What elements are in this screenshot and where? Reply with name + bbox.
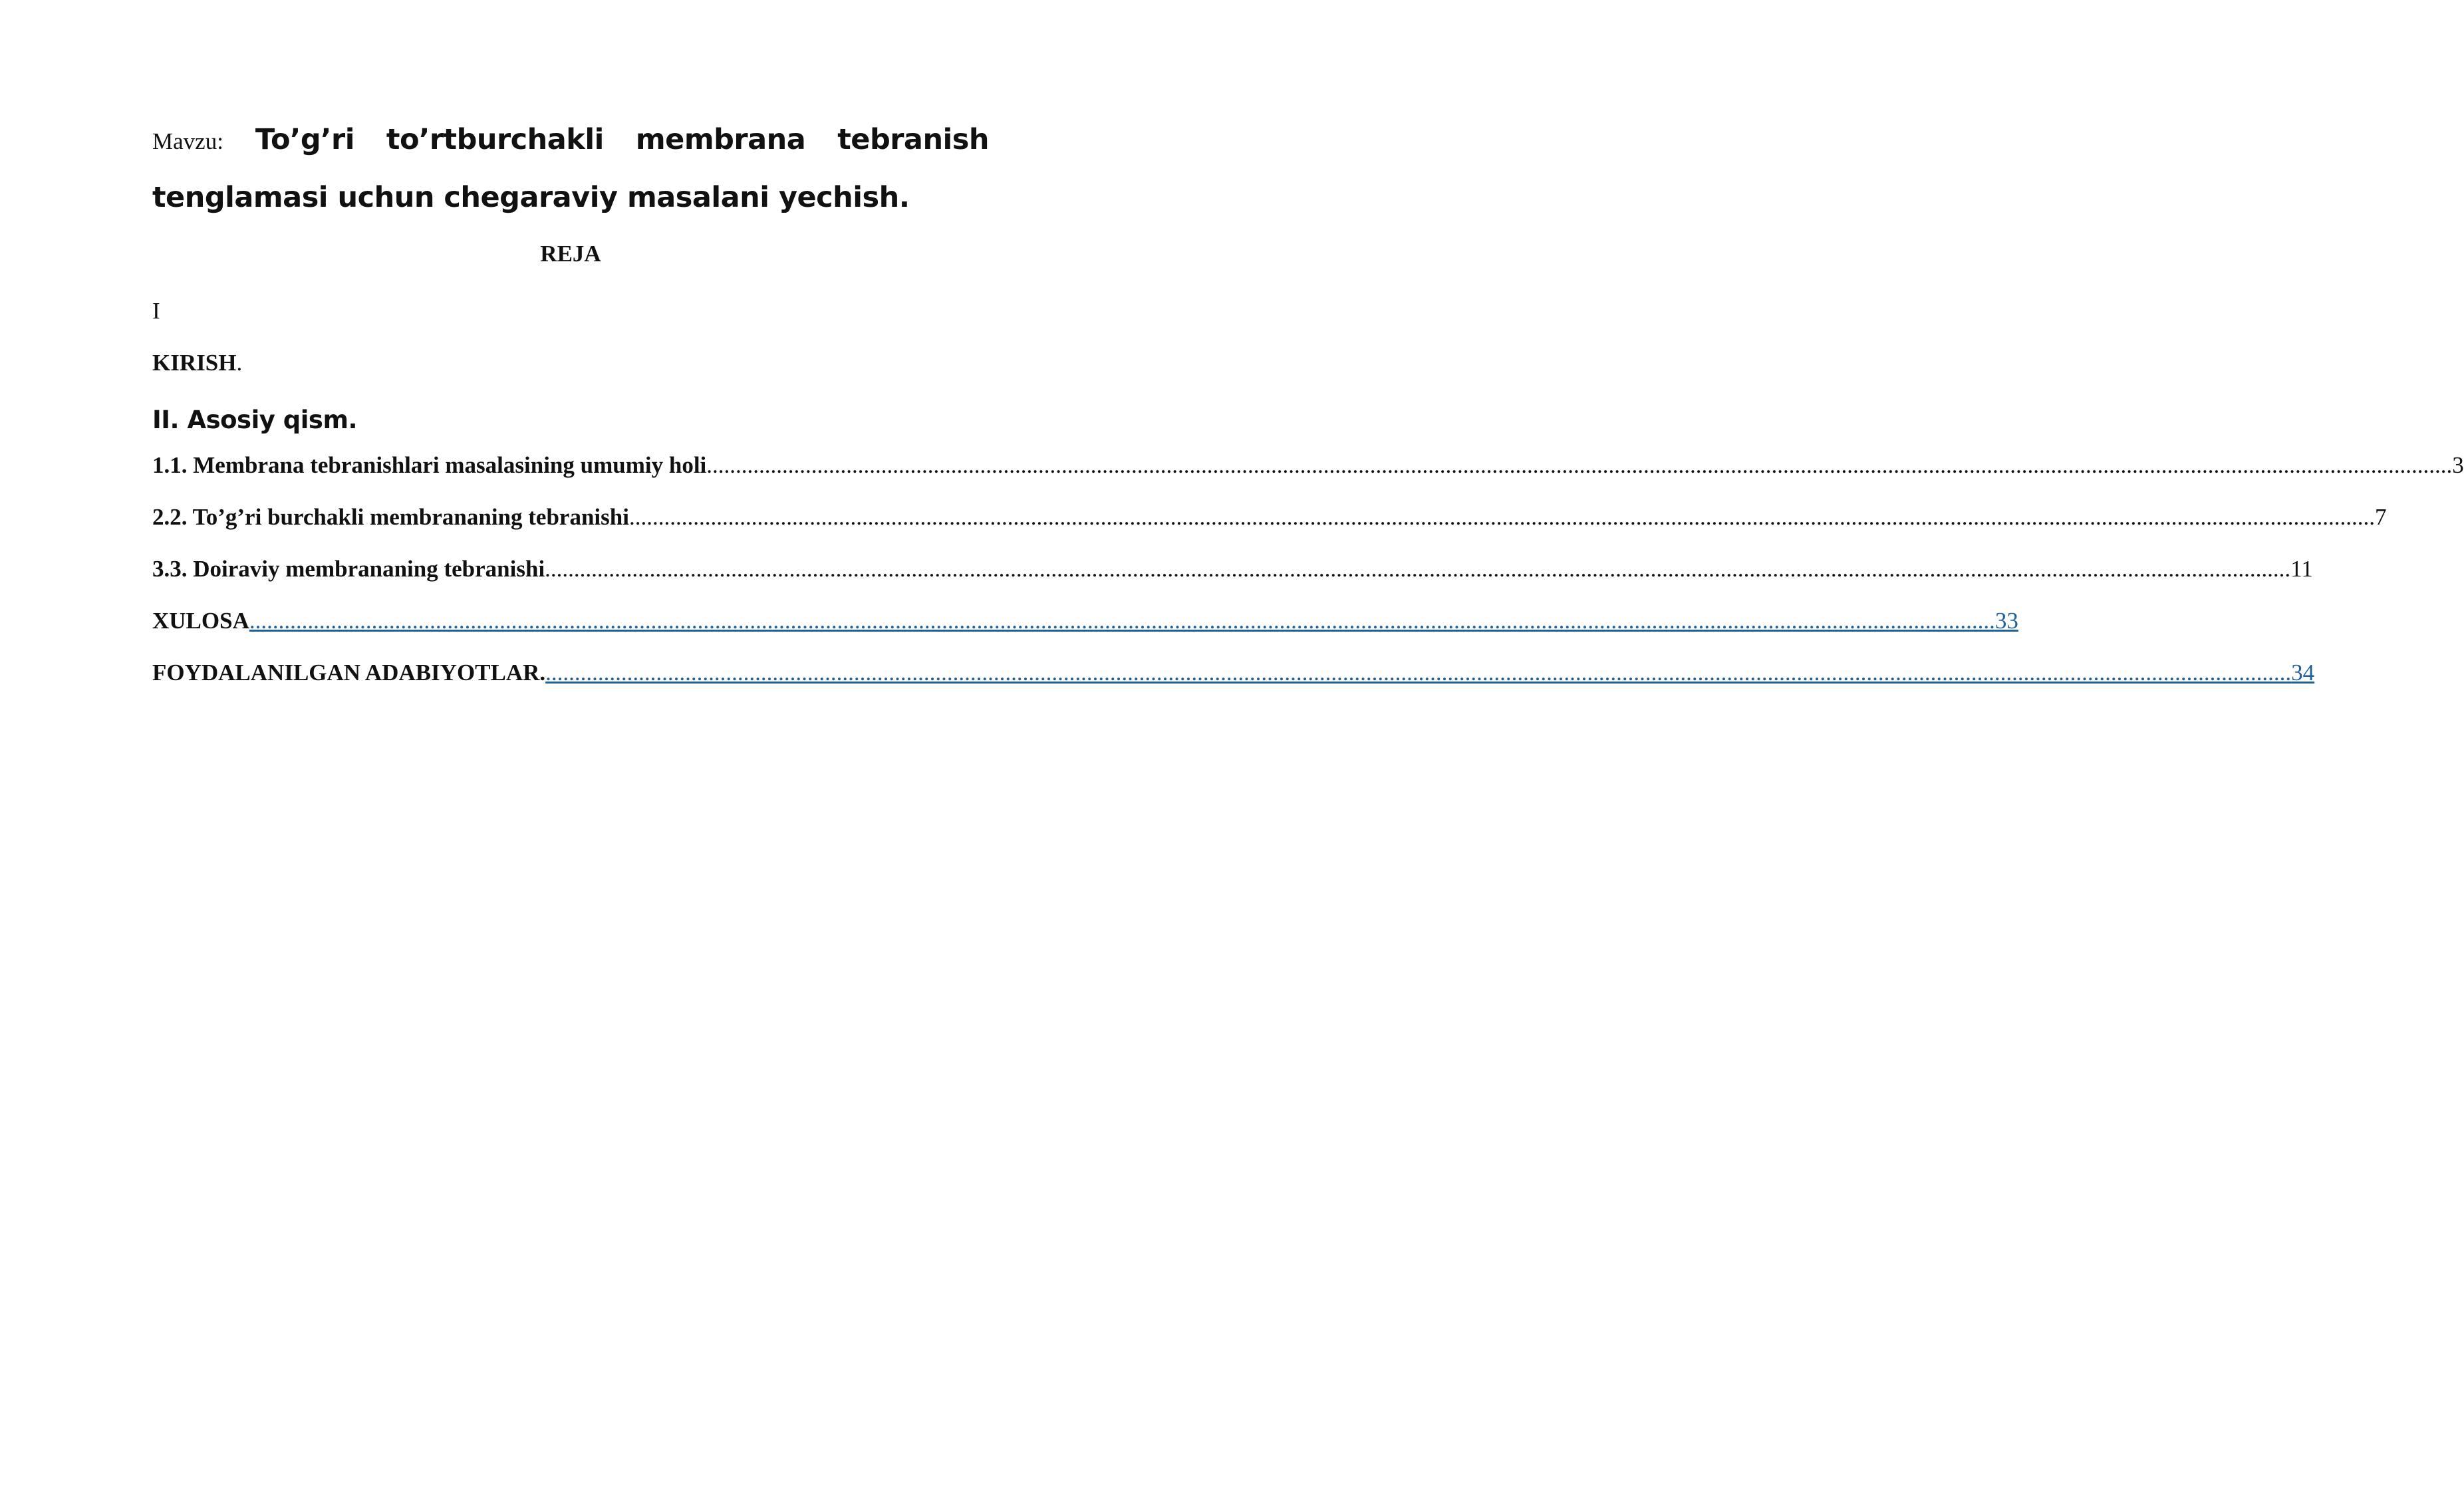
- toc-entry[interactable]: [152, 452, 2464, 483]
- toc-dot-leader: ............................................................................................................................................................................................................................................................................................................: [628, 504, 2375, 530]
- section-one-label: KIRISH: [152, 350, 237, 376]
- section-one-title: [152, 350, 242, 376]
- toc-entry-label: XULOSA: [152, 608, 249, 634]
- toc-dot-leader: ............................................................................................................................................................................................................................................................................................................: [706, 452, 2453, 478]
- topic-title-line-1: [152, 123, 989, 163]
- toc-entry-label: 1.1. Membrana tebranishlari masalasining umumiy holi: [152, 452, 707, 478]
- toc-dot-leader[interactable]: ............................................................................................................................................................................................................................................................................................................: [545, 660, 2292, 686]
- toc-page-number: 7: [2374, 504, 2387, 530]
- toc-entry[interactable]: [152, 556, 2313, 586]
- toc-entry-link[interactable]: [152, 660, 2315, 690]
- title-word: membrana: [635, 123, 806, 156]
- title-word: To’g’ri: [255, 123, 354, 156]
- toc-page-number[interactable]: 34: [2291, 660, 2315, 686]
- topic-prefix: Mavzu:: [152, 128, 223, 154]
- toc-page-number: 3: [2452, 452, 2464, 478]
- toc-page-number: 11: [2290, 556, 2313, 582]
- toc-entry-link[interactable]: [152, 608, 2018, 638]
- plan-heading: REJA: [540, 241, 601, 267]
- section-one-suffix: .: [236, 350, 243, 376]
- title-word: tebranish: [837, 123, 989, 156]
- toc-entry-label: 3.3. Doiraviy membrananing tebranishi: [152, 556, 545, 582]
- section-two-title: II. Asosiy qism.: [152, 406, 358, 434]
- toc-entry-label: 2.2. To’g’ri burchakli membrananing tebranishi: [152, 504, 629, 530]
- toc-page-number[interactable]: 33: [1994, 608, 2018, 634]
- section-one-numeral: I: [152, 298, 160, 324]
- topic-title-line-2: tenglamasi uchun chegaraviy masalani yechish.: [152, 181, 910, 214]
- title-word: to’rtburchakli: [386, 123, 604, 156]
- toc-entry[interactable]: [152, 504, 2387, 535]
- toc-dot-leader[interactable]: ............................................................................................................................................................................................................................................................................................................: [249, 608, 1995, 634]
- toc-entry-label: FOYDALANILGAN ADABIYOTLAR.: [152, 660, 546, 686]
- toc-dot-leader: ............................................................................................................................................................................................................................................................................................................: [545, 556, 2291, 582]
